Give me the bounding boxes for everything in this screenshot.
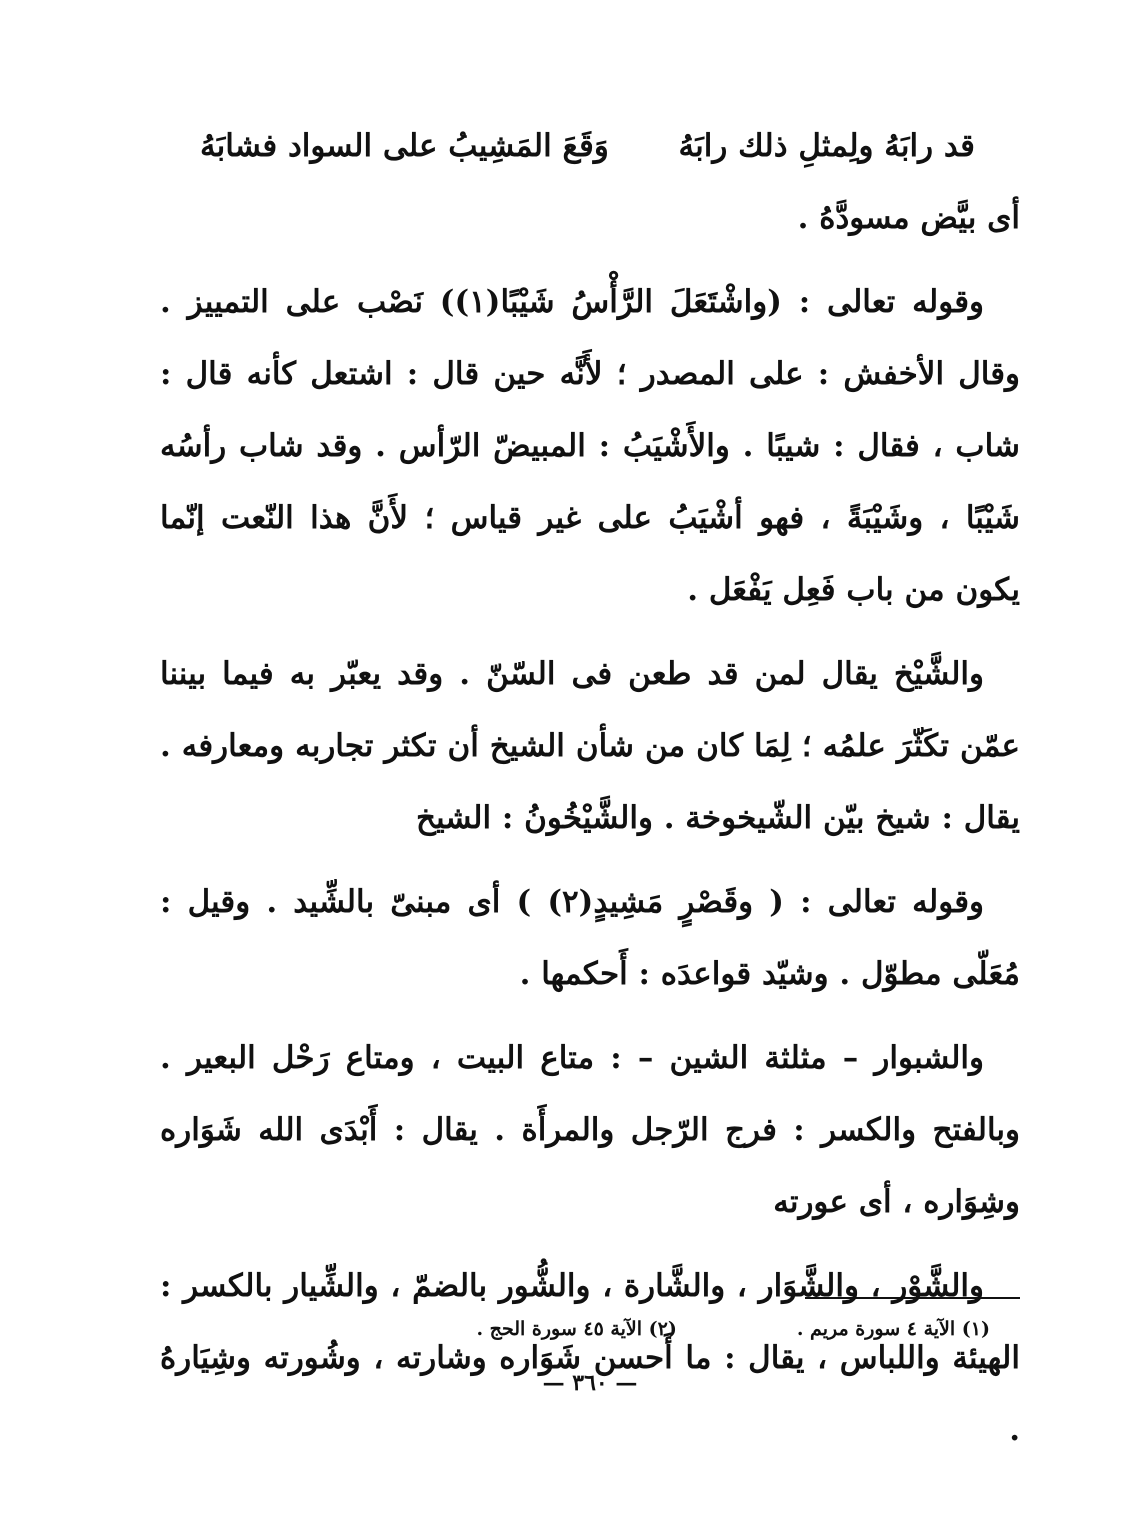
paragraph-ishtaala: وقوله تعالى : (واشْتَعَلَ الرَّأْسُ شَيْبًا(١)) نَصْب على التمييز . وقال الأخفش : على المصدر ؛ لأَنَّه حين قال : اشتعل كأنه قال : شاب ، فقال : شيبًا . والأَشْيَبُ : المبيضّ الرّأس . وقد شاب رأسُه شَيْبًا ، وشَيْبَةً ، فهو أشْيَبُ على غير قياس ؛ لأَنَّ هذا النّعت إنّما يكون من باب فَعِل يَفْعَل . — [160, 284, 1020, 608]
footnote-1: (١) الآية ٤ سورة مريم . — [796, 1318, 990, 1340]
verse-second-hemistich: وَقَعَ المَشِيبُ على السواد فشابَهُ — [200, 128, 609, 164]
paragraph-qasr-mashid: وقوله تعالى : ( وقَصْرٍ مَشِيدٍ(٢) ) أى مبنىّ بالشِّيد . وقيل : مُعَلّى مطوّل . وشيّد قواعدَه : أَحكمها . — [160, 884, 1020, 992]
paragraph-shawr: والشَّوْر ، والشَّوَار ، والشَّارة ، والشُّور بالضمّ ، والشِّيار بالكسر : الهيئة واللباس ، يقال : ما أَحسن شَوَاره وشارته ، وشُورته وشِيَارهُ . — [160, 1268, 1020, 1448]
paragraph-shawar: والشبوار – مثلثة الشين – : متاع البيت ، ومتاع رَحْل البعير . وبالفتح والكسر : فرج الرّجل والمرأَة . يقال : أَبْدَى الله شَوَاره وشِوَاره ، أى عورته — [160, 1040, 1020, 1220]
footnotes — [290, 1318, 990, 1340]
poetry-verse — [160, 110, 1020, 182]
verse-gloss: أى بيَّض مسودَّهُ . — [797, 200, 1020, 236]
footnote-separator — [805, 1297, 1020, 1299]
verse-first-hemistich: قد رابَهُ ولِمثلِ ذلك رابَهُ — [678, 128, 975, 164]
page-number: — ٣٦٠ — — [542, 1370, 638, 1396]
paragraph-shaykh: والشَّيْخ يقال لمن قد طعن فى السّنّ . وقد يعبّر به فيما بيننا عمّن تكَثّرَ علمُه ؛ لِمَا كان من شأن الشيخ أن تكثر تجاربه ومعارفه . يقال : شيخ بيّن الشّيخوخة . والشَّيْخُونُ : الشيخ — [160, 656, 1020, 836]
main-text — [160, 110, 1020, 1478]
footnote-2: (٢) الآية ٤٥ سورة الحج . — [476, 1318, 677, 1340]
